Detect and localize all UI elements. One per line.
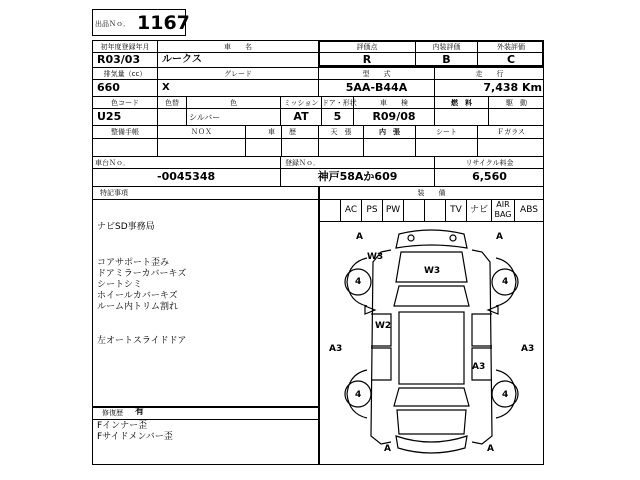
recycle-label: リサイクル料金 [465, 159, 514, 167]
color-code-label: 色コード [111, 99, 139, 107]
note-line: 左オートスライドドア [97, 336, 187, 346]
rear-window [394, 388, 469, 406]
right-mirror [488, 306, 498, 314]
damage-rear-left: A [384, 444, 391, 454]
equipment-label: 装 備 [417, 189, 446, 197]
doors-label: ドア・形状 [322, 99, 357, 107]
damage-a3-inner: A3 [472, 362, 486, 372]
roof-panel [399, 312, 464, 384]
displacement-label: 排気量（cc） [103, 70, 147, 78]
plate-value: 神戸58Aか609 [317, 170, 398, 183]
left-rear-door [371, 348, 391, 380]
damage-tire-fr: 4 [502, 277, 509, 287]
front-lamp-right [450, 235, 456, 241]
car-name-label: 車 名 [224, 43, 252, 51]
damage-w3-hood: W3 [424, 266, 441, 276]
color-label: 色 [230, 99, 237, 107]
color-type-label: 色替 [165, 99, 179, 107]
equipment-ps: PS [366, 205, 378, 215]
damage-a3-left: A3 [329, 344, 343, 354]
model-value: 5AA-B44A [345, 81, 408, 94]
damage-a3-right: A3 [521, 344, 535, 354]
equipment-airbag: AIR BAG [494, 200, 512, 219]
drive-label: 駆 動 [506, 99, 527, 107]
first-reg-label: 初年度登録年月 [100, 43, 150, 51]
rear-bumper [396, 436, 467, 453]
windshield [394, 286, 469, 306]
repair-value: 有 [135, 407, 145, 417]
chassis-value: -0045348 [157, 170, 216, 183]
transmission-value: AT [293, 110, 309, 123]
note-line: ドアミラーカバーキズ [97, 269, 187, 279]
history-label: 車 歴 [268, 128, 296, 136]
interior-value: B [442, 53, 451, 66]
inspection-label: 車 検 [380, 99, 408, 107]
note-line: ナビSD事務局 [97, 222, 155, 232]
score-value: R [362, 53, 372, 66]
equipment-abs: ABS [520, 205, 538, 215]
exterior-label: 外装評価 [497, 43, 525, 51]
damage-tire-rr: 4 [502, 390, 509, 400]
note-line: シートシミ [97, 280, 143, 290]
grade-value: X [162, 82, 170, 93]
rear-panel [397, 410, 466, 434]
nox-label: ＮＯＸ [191, 128, 212, 136]
equipment-ac: AC [344, 205, 358, 215]
color-code-value: U25 [97, 110, 122, 123]
plate-label: 登録Ｎｏ． [285, 159, 320, 167]
displacement-value: 660 [97, 81, 120, 94]
mileage-label: 走 行 [475, 70, 504, 78]
exterior-value: C [506, 53, 516, 66]
left-mirror [365, 306, 375, 314]
equipment-pw: PW [385, 205, 401, 215]
damage-tire-fl: 4 [355, 277, 362, 287]
damage-rear-right: A [487, 444, 494, 454]
equipment-navi: ナビ [469, 205, 488, 215]
equipment-tv: TV [450, 205, 462, 215]
fuel-label: 燃 料 [451, 99, 472, 107]
damage-w3-small: W3 [367, 252, 384, 262]
recycle-value: 6,560 [472, 170, 507, 183]
inspection-value: R09/08 [372, 110, 416, 123]
lot-box [92, 9, 190, 36]
chassis-label: 車台Ｎｏ． [95, 159, 130, 167]
seat-label: シート [436, 128, 457, 136]
model-label: 型 式 [362, 70, 391, 78]
right-side [472, 250, 492, 444]
sunroof-label: 天 張 [330, 128, 352, 136]
damage-tire-rl: 4 [355, 390, 362, 400]
right-front-door [472, 314, 492, 346]
first-reg-value: R03/03 [97, 53, 141, 66]
note-line: コアサポート歪み [97, 258, 170, 268]
note-line: ルーム内トリム割れ [97, 302, 179, 312]
doors-value: 5 [333, 110, 342, 123]
damage-front-right: A [496, 232, 503, 242]
repair-line: Fインナー歪 [97, 421, 148, 431]
lot-number: 1167 [137, 12, 190, 34]
damage-w2: W2 [375, 321, 392, 331]
score-label: 評価点 [356, 43, 378, 51]
notes-label: 特記事項 [100, 189, 128, 197]
color-value: シルバー [189, 113, 221, 122]
lot-label: 出品Ｎｏ． [95, 20, 130, 28]
interior-fab-label: 内 張 [379, 128, 400, 136]
car-diagram [319, 222, 544, 464]
manual-label: 整備手帳 [111, 128, 139, 136]
note-line: ホイールカバーキズ [97, 291, 178, 301]
left-side [371, 250, 391, 444]
mileage-value: 7,438 Km [483, 81, 542, 94]
car-name-value: ルークス [162, 54, 202, 65]
transmission-label: ミッション [283, 99, 319, 107]
grade-label: グレード [224, 70, 252, 78]
repair-line: Fサイドメンバー歪 [97, 432, 173, 442]
front-lamp-left [408, 235, 414, 241]
repair-label: 修復歴 [102, 409, 123, 417]
damage-front-left: A [356, 232, 363, 242]
interior-label: 内装評価 [432, 43, 461, 51]
fglass-label: Ｆガラス [497, 128, 525, 136]
